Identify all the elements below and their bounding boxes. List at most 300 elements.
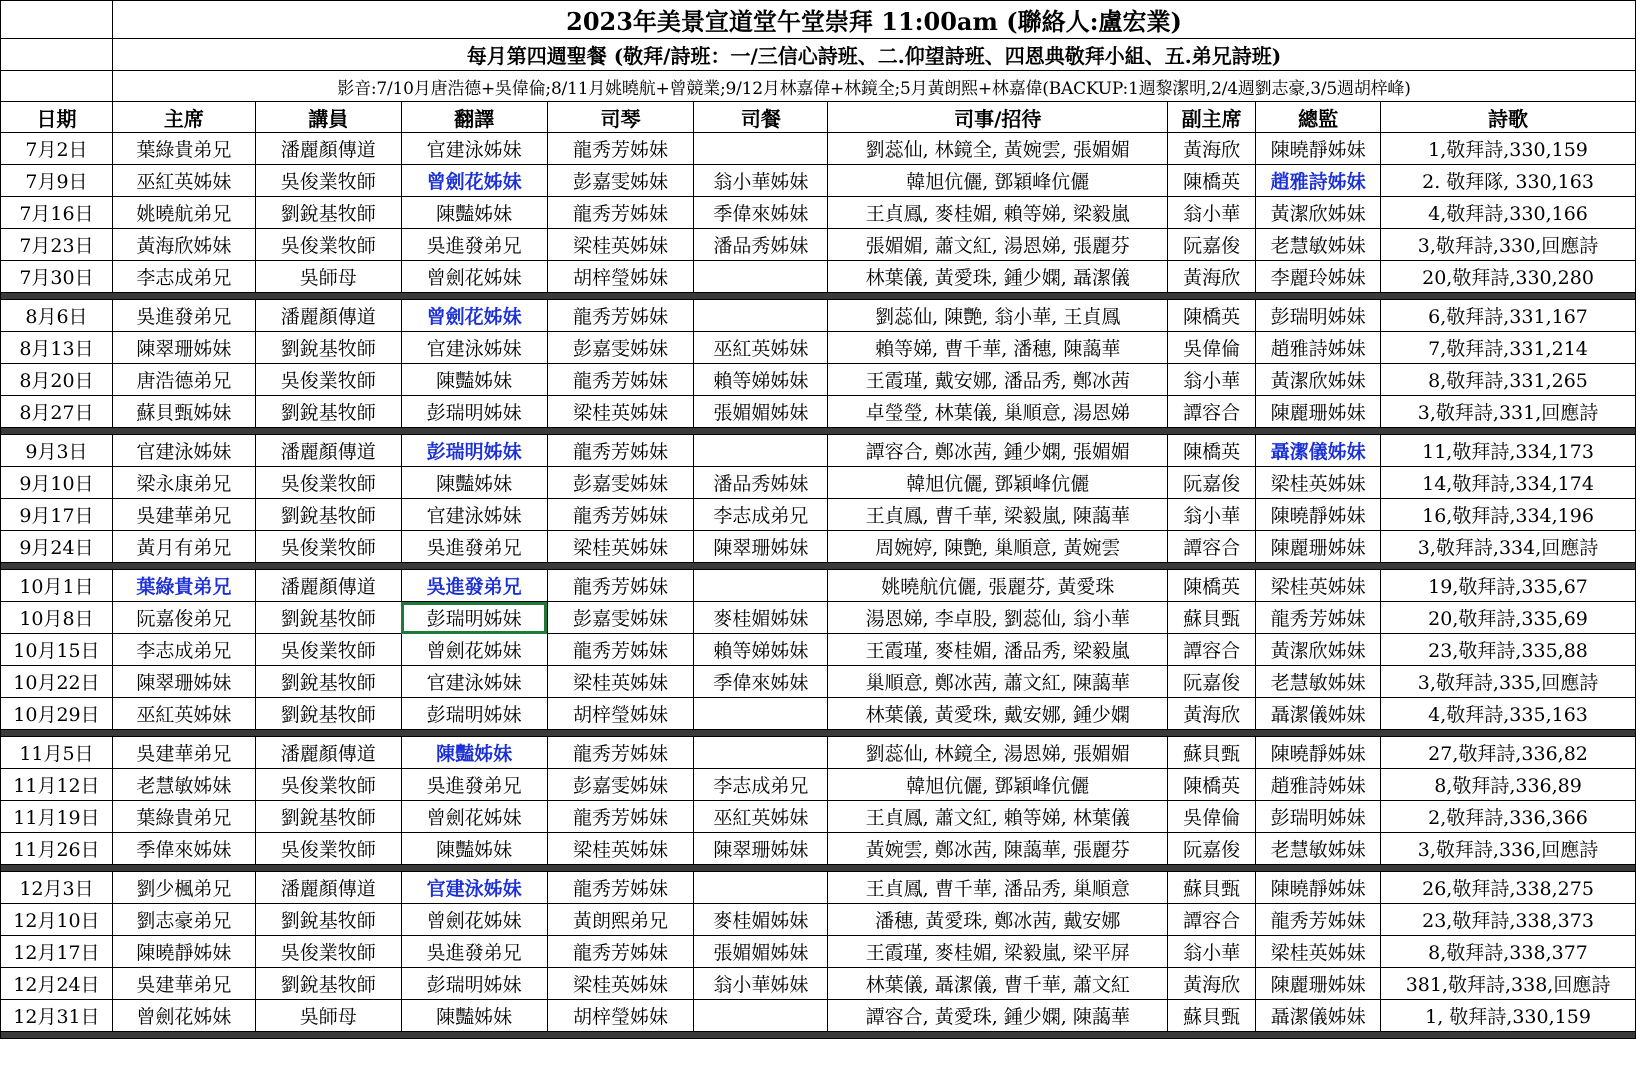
cell-translator[interactable]: 吳進發弟兄	[401, 936, 547, 968]
cell-ushers[interactable]: 卓瑩瑩, 林葉儀, 巢順意, 湯恩娣	[828, 396, 1168, 428]
cell-ushers[interactable]: 王霞瑾, 麥桂媚, 梁毅嵐, 梁平屏	[828, 936, 1168, 968]
cell-communion[interactable]: 麥桂媚姊妹	[694, 904, 828, 936]
cell-communion[interactable]: 賴等娣姊妹	[694, 364, 828, 396]
cell-chair[interactable]: 老慧敏姊妹	[112, 769, 255, 801]
cell-ushers[interactable]: 劉蕊仙, 林鏡全, 湯恩娣, 張媚媚	[828, 737, 1168, 769]
cell-communion[interactable]: 巫紅英姊妹	[694, 332, 828, 364]
cell-translator[interactable]: 彭瑞明姊妹	[401, 435, 547, 467]
av-note[interactable]: 影音:7/10月唐浩德+吳偉倫;8/11月姚曉航+曾競業;9/12月林嘉偉+林鏡全;5月黃朗熙+林嘉偉(BACKUP:1週黎潔明,2/4週劉志豪,3/5週胡梓峰)	[112, 71, 1635, 102]
cell-speaker[interactable]: 劉銳基牧師	[255, 666, 401, 698]
cell-translator[interactable]: 曾劍花姊妹	[401, 801, 547, 833]
cell-vice-chair[interactable]: 黃海欣	[1168, 133, 1256, 165]
table-row	[1, 698, 1636, 730]
cell-communion[interactable]	[694, 435, 828, 467]
cell-translator[interactable]: 彭瑞明姊妹	[401, 698, 547, 730]
cell-ushers[interactable]: 賴等娣, 曹千華, 潘穗, 陳藹華	[828, 332, 1168, 364]
cell-hymns[interactable]: 20,敬拜詩,335,69	[1381, 602, 1636, 634]
cell-date[interactable]: 9月17日	[1, 499, 113, 531]
cell-hymns[interactable]: 3,敬拜詩,330,回應詩	[1381, 229, 1636, 261]
cell-translator[interactable]: 官建泳姊妹	[401, 499, 547, 531]
cell-hymns[interactable]: 23,敬拜詩,338,373	[1381, 904, 1636, 936]
cell-chair[interactable]: 官建泳姊妹	[112, 435, 255, 467]
cell-pianist[interactable]: 龍秀芳姊妹	[547, 634, 694, 666]
cell-director[interactable]: 梁桂英姊妹	[1256, 936, 1381, 968]
cell-chair[interactable]: 葉綠貴弟兄	[112, 570, 255, 602]
cell-hymns[interactable]: 4,敬拜詩,330,166	[1381, 197, 1636, 229]
cell-communion[interactable]	[694, 737, 828, 769]
cell-translator[interactable]: 陳豔姊妹	[401, 833, 547, 865]
cell-director[interactable]: 梁桂英姊妹	[1256, 570, 1381, 602]
cell-translator[interactable]: 吳進發弟兄	[401, 229, 547, 261]
cell-hymns[interactable]: 3,敬拜詩,334,回應詩	[1381, 531, 1636, 563]
cell-date[interactable]: 12月3日	[1, 872, 113, 904]
cell-vice-chair[interactable]: 陳橋英	[1168, 435, 1256, 467]
cell-ushers[interactable]: 韓旭伉儷, 鄧穎峰伉儷	[828, 467, 1168, 499]
cell-translator[interactable]: 曾劍花姊妹	[401, 165, 547, 197]
cell-translator[interactable]: 官建泳姊妹	[401, 872, 547, 904]
cell-chair[interactable]: 黃月有弟兄	[112, 531, 255, 563]
table-row	[1, 1000, 1636, 1032]
corner-cell[interactable]	[1, 39, 113, 71]
cell-director[interactable]: 聶潔儀姊妹	[1256, 698, 1381, 730]
cell-hymns[interactable]: 19,敬拜詩,335,67	[1381, 570, 1636, 602]
cell-chair[interactable]: 劉少楓弟兄	[112, 872, 255, 904]
month-separator	[1, 865, 1636, 872]
table-row	[1, 332, 1636, 364]
cell-translator[interactable]: 陳豔姊妹	[401, 737, 547, 769]
cell-speaker[interactable]: 劉銳基牧師	[255, 499, 401, 531]
cell-director[interactable]: 黃潔欣姊妹	[1256, 634, 1381, 666]
cell-date[interactable]: 9月24日	[1, 531, 113, 563]
cell-speaker[interactable]: 吳俊業牧師	[255, 229, 401, 261]
cell-chair[interactable]: 陳曉靜姊妹	[112, 936, 255, 968]
cell-translator[interactable]: 彭瑞明姊妹	[401, 396, 547, 428]
cell-ushers[interactable]: 林葉儀, 黃愛珠, 戴安娜, 鍾少嫻	[828, 698, 1168, 730]
cell-chair[interactable]: 阮嘉俊弟兄	[112, 602, 255, 634]
cell-translator[interactable]: 曾劍花姊妹	[401, 904, 547, 936]
cell-translator[interactable]: 陳豔姊妹	[401, 364, 547, 396]
cell-chair[interactable]: 陳翠珊姊妹	[112, 332, 255, 364]
cell-communion[interactable]	[694, 261, 828, 293]
cell-translator[interactable]: 官建泳姊妹	[401, 666, 547, 698]
cell-ushers[interactable]: 韓旭伉儷, 鄧穎峰伉儷	[828, 769, 1168, 801]
cell-chair[interactable]: 李志成弟兄	[112, 634, 255, 666]
cell-speaker[interactable]: 劉銳基牧師	[255, 698, 401, 730]
cell-chair[interactable]: 吳建華弟兄	[112, 968, 255, 1000]
cell-director[interactable]: 聶潔儀姊妹	[1256, 435, 1381, 467]
cell-pianist[interactable]: 龍秀芳姊妹	[547, 300, 694, 332]
cell-speaker[interactable]: 吳俊業牧師	[255, 769, 401, 801]
cell-vice-chair[interactable]: 吳偉倫	[1168, 801, 1256, 833]
cell-translator[interactable]: 吳進發弟兄	[401, 570, 547, 602]
table-row	[1, 570, 1636, 602]
cell-date[interactable]: 10月22日	[1, 666, 113, 698]
table-row	[1, 801, 1636, 833]
cell-ushers[interactable]: 韓旭伉儷, 鄧穎峰伉儷	[828, 165, 1168, 197]
cell-date[interactable]: 8月6日	[1, 300, 113, 332]
cell-chair[interactable]: 季偉來姊妹	[112, 833, 255, 865]
header-speaker[interactable]: 講員	[255, 102, 401, 133]
cell-translator[interactable]: 陳豔姊妹	[401, 197, 547, 229]
cell-director[interactable]: 李麗玲姊妹	[1256, 261, 1381, 293]
cell-communion[interactable]	[694, 300, 828, 332]
cell-communion[interactable]: 巫紅英姊妹	[694, 801, 828, 833]
cell-communion[interactable]: 李志成弟兄	[694, 769, 828, 801]
cell-pianist[interactable]: 胡梓瑩姊妹	[547, 261, 694, 293]
cell-communion[interactable]: 麥桂媚姊妹	[694, 602, 828, 634]
cell-vice-chair[interactable]: 陳橋英	[1168, 769, 1256, 801]
cell-vice-chair[interactable]: 阮嘉俊	[1168, 666, 1256, 698]
cell-vice-chair[interactable]: 翁小華	[1168, 936, 1256, 968]
cell-hymns[interactable]: 1, 敬拜詩,330,159	[1381, 1000, 1636, 1032]
sheet-title[interactable]: 2023年美景宣道堂午堂崇拜 11:00am (聯絡人:盧宏業)	[112, 1, 1635, 39]
cell-director[interactable]: 趙雅詩姊妹	[1256, 769, 1381, 801]
cell-speaker[interactable]: 劉銳基牧師	[255, 197, 401, 229]
cell-date[interactable]: 10月15日	[1, 634, 113, 666]
table-row	[1, 261, 1636, 293]
cell-hymns[interactable]: 23,敬拜詩,335,88	[1381, 634, 1636, 666]
cell-date[interactable]: 9月10日	[1, 467, 113, 499]
cell-date[interactable]: 7月23日	[1, 229, 113, 261]
cell-speaker[interactable]: 劉銳基牧師	[255, 332, 401, 364]
cell-ushers[interactable]: 張媚媚, 蕭文紅, 湯恩娣, 張麗芬	[828, 229, 1168, 261]
cell-date[interactable]: 7月16日	[1, 197, 113, 229]
cell-communion[interactable]: 季偉來姊妹	[694, 666, 828, 698]
cell-ushers[interactable]: 劉蕊仙, 林鏡全, 黃婉雲, 張媚媚	[828, 133, 1168, 165]
cell-vice-chair[interactable]: 阮嘉俊	[1168, 833, 1256, 865]
cell-communion[interactable]: 李志成弟兄	[694, 499, 828, 531]
cell-pianist[interactable]: 梁桂英姊妹	[547, 396, 694, 428]
cell-date[interactable]: 12月24日	[1, 968, 113, 1000]
cell-speaker[interactable]: 潘麗顏傳道	[255, 737, 401, 769]
cell-vice-chair[interactable]: 蘇貝甄	[1168, 872, 1256, 904]
cell-vice-chair[interactable]: 譚容合	[1168, 634, 1256, 666]
separator-bar	[1, 1032, 1636, 1039]
cell-translator[interactable]: 曾劍花姊妹	[401, 300, 547, 332]
cell-communion[interactable]	[694, 698, 828, 730]
cell-chair[interactable]: 黃海欣姊妹	[112, 229, 255, 261]
cell-vice-chair[interactable]: 黃海欣	[1168, 698, 1256, 730]
cell-speaker[interactable]: 潘麗顏傳道	[255, 872, 401, 904]
cell-ushers[interactable]: 王貞鳳, 曹千華, 潘品秀, 巢順意	[828, 872, 1168, 904]
cell-hymns[interactable]: 8,敬拜詩,338,377	[1381, 936, 1636, 968]
cell-vice-chair[interactable]: 陳橋英	[1168, 165, 1256, 197]
cell-ushers[interactable]: 巢順意, 鄭冰茜, 蕭文紅, 陳藹華	[828, 666, 1168, 698]
table-row	[1, 769, 1636, 801]
cell-communion[interactable]	[694, 872, 828, 904]
cell-hymns[interactable]: 3,敬拜詩,335,回應詩	[1381, 666, 1636, 698]
cell-communion[interactable]: 張媚媚姊妹	[694, 396, 828, 428]
cell-vice-chair[interactable]: 阮嘉俊	[1168, 467, 1256, 499]
cell-communion[interactable]: 張媚媚姊妹	[694, 936, 828, 968]
cell-pianist[interactable]: 龍秀芳姊妹	[547, 570, 694, 602]
cell-translator[interactable]: 陳豔姊妹	[401, 1000, 547, 1032]
cell-communion[interactable]: 賴等娣姊妹	[694, 634, 828, 666]
cell-pianist[interactable]: 梁桂英姊妹	[547, 531, 694, 563]
cell-translator[interactable]: 彭瑞明姊妹	[401, 968, 547, 1000]
cell-hymns[interactable]: 7,敬拜詩,331,214	[1381, 332, 1636, 364]
cell-date[interactable]: 12月31日	[1, 1000, 113, 1032]
cell-director[interactable]: 陳曉靜姊妹	[1256, 499, 1381, 531]
cell-communion[interactable]: 陳翠珊姊妹	[694, 833, 828, 865]
cell-speaker[interactable]: 潘麗顏傳道	[255, 435, 401, 467]
cell-pianist[interactable]: 龍秀芳姊妹	[547, 872, 694, 904]
cell-pianist[interactable]: 龍秀芳姊妹	[547, 499, 694, 531]
cell-speaker[interactable]: 吳俊業牧師	[255, 936, 401, 968]
cell-ushers[interactable]: 王貞鳳, 曹千華, 梁毅嵐, 陳藹華	[828, 499, 1168, 531]
table-row	[1, 165, 1636, 197]
header-director[interactable]: 總監	[1256, 102, 1381, 133]
cell-chair[interactable]: 唐浩德弟兄	[112, 364, 255, 396]
cell-director[interactable]: 老慧敏姊妹	[1256, 229, 1381, 261]
cell-hymns[interactable]: 6,敬拜詩,331,167	[1381, 300, 1636, 332]
cell-chair[interactable]: 梁永康弟兄	[112, 467, 255, 499]
cell-ushers[interactable]: 姚曉航伉儷, 張麗芬, 黃愛珠	[828, 570, 1168, 602]
cell-speaker[interactable]: 潘麗顏傳道	[255, 133, 401, 165]
cell-vice-chair[interactable]: 蘇貝甄	[1168, 602, 1256, 634]
cell-translator[interactable]: 官建泳姊妹	[401, 332, 547, 364]
cell-date[interactable]: 11月19日	[1, 801, 113, 833]
cell-date[interactable]: 7月2日	[1, 133, 113, 165]
cell-pianist[interactable]: 龍秀芳姊妹	[547, 197, 694, 229]
cell-chair[interactable]: 李志成弟兄	[112, 261, 255, 293]
cell-director[interactable]: 老慧敏姊妹	[1256, 833, 1381, 865]
cell-communion[interactable]	[694, 1000, 828, 1032]
cell-speaker[interactable]: 劉銳基牧師	[255, 801, 401, 833]
cell-director[interactable]: 老慧敏姊妹	[1256, 666, 1381, 698]
cell-pianist[interactable]: 彭嘉雯姊妹	[547, 769, 694, 801]
cell-hymns[interactable]: 3,敬拜詩,336,回應詩	[1381, 833, 1636, 865]
cell-pianist[interactable]: 龍秀芳姊妹	[547, 801, 694, 833]
cell-hymns[interactable]: 20,敬拜詩,330,280	[1381, 261, 1636, 293]
cell-chair[interactable]: 曾劍花姊妹	[112, 1000, 255, 1032]
cell-speaker[interactable]: 劉銳基牧師	[255, 968, 401, 1000]
cell-director[interactable]: 陳曉靜姊妹	[1256, 737, 1381, 769]
cell-vice-chair[interactable]: 翁小華	[1168, 197, 1256, 229]
cell-director[interactable]: 陳麗珊姊妹	[1256, 531, 1381, 563]
cell-translator[interactable]: 曾劍花姊妹	[401, 261, 547, 293]
cell-speaker[interactable]: 劉銳基牧師	[255, 904, 401, 936]
cell-ushers[interactable]: 王貞鳳, 麥桂媚, 賴等娣, 梁毅嵐	[828, 197, 1168, 229]
cell-director[interactable]: 聶潔儀姊妹	[1256, 1000, 1381, 1032]
cell-date[interactable]: 12月17日	[1, 936, 113, 968]
cell-communion[interactable]: 陳翠珊姊妹	[694, 531, 828, 563]
header-ushers[interactable]: 司事/招待	[828, 102, 1168, 133]
cell-ushers[interactable]: 林葉儀, 黃愛珠, 鍾少嫻, 聶潔儀	[828, 261, 1168, 293]
cell-chair[interactable]: 葉綠貴弟兄	[112, 801, 255, 833]
cell-director[interactable]: 趙雅詩姊妹	[1256, 332, 1381, 364]
cell-pianist[interactable]: 胡梓瑩姊妹	[547, 1000, 694, 1032]
cell-hymns[interactable]: 8,敬拜詩,336,89	[1381, 769, 1636, 801]
cell-director[interactable]: 黃潔欣姊妹	[1256, 197, 1381, 229]
cell-date[interactable]: 7月30日	[1, 261, 113, 293]
cell-vice-chair[interactable]: 譚容合	[1168, 396, 1256, 428]
cell-director[interactable]: 趙雅詩姊妹	[1256, 165, 1381, 197]
cell-speaker[interactable]: 吳俊業牧師	[255, 531, 401, 563]
cell-vice-chair[interactable]: 阮嘉俊	[1168, 229, 1256, 261]
cell-translator[interactable]: 吳進發弟兄	[401, 769, 547, 801]
cell-vice-chair[interactable]: 譚容合	[1168, 904, 1256, 936]
cell-pianist[interactable]: 彭嘉雯姊妹	[547, 332, 694, 364]
cell-date[interactable]: 10月8日	[1, 602, 113, 634]
cell-ushers[interactable]: 譚容合, 黃愛珠, 鍾少嫻, 陳藹華	[828, 1000, 1168, 1032]
cell-vice-chair[interactable]: 陳橋英	[1168, 570, 1256, 602]
cell-translator[interactable]: 官建泳姊妹	[401, 133, 547, 165]
cell-vice-chair[interactable]: 譚容合	[1168, 531, 1256, 563]
cell-communion[interactable]: 潘品秀姊妹	[694, 229, 828, 261]
cell-chair[interactable]: 劉志豪弟兄	[112, 904, 255, 936]
cell-speaker[interactable]: 潘麗顏傳道	[255, 570, 401, 602]
cell-hymns[interactable]: 2,敬拜詩,336,366	[1381, 801, 1636, 833]
cell-pianist[interactable]: 龍秀芳姊妹	[547, 936, 694, 968]
cell-director[interactable]: 龍秀芳姊妹	[1256, 904, 1381, 936]
month-separator	[1, 428, 1636, 435]
cell-pianist[interactable]: 梁桂英姊妹	[547, 229, 694, 261]
cell-speaker[interactable]: 吳俊業牧師	[255, 833, 401, 865]
cell-hymns[interactable]: 27,敬拜詩,336,82	[1381, 737, 1636, 769]
header-communion[interactable]: 司餐	[694, 102, 828, 133]
cell-hymns[interactable]: 1,敬拜詩,330,159	[1381, 133, 1636, 165]
cell-pianist[interactable]: 彭嘉雯姊妹	[547, 165, 694, 197]
cell-ushers[interactable]: 譚容合, 鄭冰茜, 鍾少嫻, 張媚媚	[828, 435, 1168, 467]
cell-vice-chair[interactable]: 翁小華	[1168, 499, 1256, 531]
header-date[interactable]: 日期	[1, 102, 113, 133]
cell-ushers[interactable]: 王霞瑾, 戴安娜, 潘品秀, 鄭冰茜	[828, 364, 1168, 396]
cell-hymns[interactable]: 11,敬拜詩,334,173	[1381, 435, 1636, 467]
cell-date[interactable]: 11月5日	[1, 737, 113, 769]
cell-translator[interactable]: 陳豔姊妹	[401, 467, 547, 499]
cell-chair[interactable]: 葉綠貴弟兄	[112, 133, 255, 165]
cell-chair[interactable]: 巫紅英姊妹	[112, 165, 255, 197]
cell-pianist[interactable]: 黃朗熙弟兄	[547, 904, 694, 936]
cell-date[interactable]: 8月27日	[1, 396, 113, 428]
cell-vice-chair[interactable]: 黃海欣	[1168, 261, 1256, 293]
cell-hymns[interactable]: 381,敬拜詩,338,回應詩	[1381, 968, 1636, 1000]
cell-translator[interactable]: 吳進發弟兄	[401, 531, 547, 563]
cell-director[interactable]: 陳曉靜姊妹	[1256, 133, 1381, 165]
cell-vice-chair[interactable]: 蘇貝甄	[1168, 1000, 1256, 1032]
table-row	[1, 467, 1636, 499]
cell-ushers[interactable]: 王霞瑾, 麥桂媚, 潘品秀, 梁毅嵐	[828, 634, 1168, 666]
cell-ushers[interactable]: 周婉婷, 陳艷, 巢順意, 黃婉雲	[828, 531, 1168, 563]
cell-chair[interactable]: 吳建華弟兄	[112, 737, 255, 769]
cell-ushers[interactable]: 黃婉雲, 鄭冰茜, 陳藹華, 張麗芬	[828, 833, 1168, 865]
cell-director[interactable]: 陳麗珊姊妹	[1256, 396, 1381, 428]
table-row	[1, 634, 1636, 666]
corner-cell[interactable]	[1, 1, 113, 39]
cell-pianist[interactable]: 彭嘉雯姊妹	[547, 467, 694, 499]
cell-director[interactable]: 龍秀芳姊妹	[1256, 602, 1381, 634]
cell-pianist[interactable]: 梁桂英姊妹	[547, 968, 694, 1000]
cell-communion[interactable]: 翁小華姊妹	[694, 968, 828, 1000]
header-translator[interactable]: 翻譯	[401, 102, 547, 133]
cell-ushers[interactable]: 湯恩娣, 李卓股, 劉蕊仙, 翁小華	[828, 602, 1168, 634]
cell-chair[interactable]: 巫紅英姊妹	[112, 698, 255, 730]
av-note-row	[1, 71, 1636, 102]
cell-vice-chair[interactable]: 吳偉倫	[1168, 332, 1256, 364]
header-hymns[interactable]: 詩歌	[1381, 102, 1636, 133]
cell-hymns[interactable]: 26,敬拜詩,338,275	[1381, 872, 1636, 904]
cell-date[interactable]: 9月3日	[1, 435, 113, 467]
cell-pianist[interactable]: 龍秀芳姊妹	[547, 737, 694, 769]
header-chair[interactable]: 主席	[112, 102, 255, 133]
cell-date[interactable]: 8月20日	[1, 364, 113, 396]
cell-translator[interactable]: 曾劍花姊妹	[401, 634, 547, 666]
cell-communion[interactable]	[694, 570, 828, 602]
cell-chair[interactable]: 陳翠珊姊妹	[112, 666, 255, 698]
cell-chair[interactable]: 吳進發弟兄	[112, 300, 255, 332]
cell-vice-chair[interactable]: 黃海欣	[1168, 968, 1256, 1000]
cell-ushers[interactable]: 王貞鳳, 蕭文紅, 賴等娣, 林葉儀	[828, 801, 1168, 833]
header-vice-chair[interactable]: 副主席	[1168, 102, 1256, 133]
cell-hymns[interactable]: 14,敬拜詩,334,174	[1381, 467, 1636, 499]
cell-pianist[interactable]: 梁桂英姊妹	[547, 666, 694, 698]
cell-hymns[interactable]: 8,敬拜詩,331,265	[1381, 364, 1636, 396]
cell-ushers[interactable]: 劉蕊仙, 陳艷, 翁小華, 王貞鳳	[828, 300, 1168, 332]
cell-hymns[interactable]: 3,敬拜詩,331,回應詩	[1381, 396, 1636, 428]
cell-director[interactable]: 陳麗珊姊妹	[1256, 968, 1381, 1000]
cell-speaker[interactable]: 吳師母	[255, 261, 401, 293]
cell-speaker[interactable]: 潘麗顏傳道	[255, 300, 401, 332]
cell-director[interactable]: 黃潔欣姊妹	[1256, 364, 1381, 396]
cell-pianist[interactable]: 彭嘉雯姊妹	[547, 602, 694, 634]
cell-chair[interactable]: 吳建華弟兄	[112, 499, 255, 531]
sheet-subtitle[interactable]: 每月第四週聖餐 (敬拜/詩班：一/三信心詩班、二.仰望詩班、四恩典敬拜小組、五.弟兄詩班)	[112, 39, 1635, 71]
cell-pianist[interactable]: 龍秀芳姊妹	[547, 133, 694, 165]
cell-director[interactable]: 梁桂英姊妹	[1256, 467, 1381, 499]
cell-ushers[interactable]: 潘穗, 黃愛珠, 鄭冰茜, 戴安娜	[828, 904, 1168, 936]
cell-speaker[interactable]: 吳俊業牧師	[255, 467, 401, 499]
cell-ushers[interactable]: 林葉儀, 聶潔儀, 曹千華, 蕭文紅	[828, 968, 1168, 1000]
cell-chair[interactable]: 蘇貝甄姊妹	[112, 396, 255, 428]
cell-chair[interactable]: 姚曉航弟兄	[112, 197, 255, 229]
cell-date[interactable]: 10月29日	[1, 698, 113, 730]
cell-speaker[interactable]: 吳師母	[255, 1000, 401, 1032]
cell-pianist[interactable]: 龍秀芳姊妹	[547, 364, 694, 396]
cell-pianist[interactable]: 梁桂英姊妹	[547, 833, 694, 865]
cell-director[interactable]: 彭瑞明姊妹	[1256, 801, 1381, 833]
cell-date[interactable]: 11月12日	[1, 769, 113, 801]
cell-pianist[interactable]: 胡梓瑩姊妹	[547, 698, 694, 730]
cell-communion[interactable]: 季偉來姊妹	[694, 197, 828, 229]
cell-vice-chair[interactable]: 蘇貝甄	[1168, 737, 1256, 769]
cell-communion[interactable]	[694, 133, 828, 165]
cell-speaker[interactable]: 劉銳基牧師	[255, 396, 401, 428]
selected-cell[interactable]: 彭瑞明姊妹	[401, 602, 547, 634]
cell-date[interactable]: 10月1日	[1, 570, 113, 602]
cell-vice-chair[interactable]: 翁小華	[1168, 364, 1256, 396]
cell-speaker[interactable]: 劉銳基牧師	[255, 602, 401, 634]
cell-communion[interactable]: 潘品秀姊妹	[694, 467, 828, 499]
cell-speaker[interactable]: 吳俊業牧師	[255, 165, 401, 197]
cell-hymns[interactable]: 4,敬拜詩,335,163	[1381, 698, 1636, 730]
cell-hymns[interactable]: 16,敬拜詩,334,196	[1381, 499, 1636, 531]
header-pianist[interactable]: 司琴	[547, 102, 694, 133]
cell-hymns[interactable]: 2. 敬拜隊, 330,163	[1381, 165, 1636, 197]
cell-director[interactable]: 陳曉靜姊妹	[1256, 872, 1381, 904]
corner-cell[interactable]	[1, 71, 113, 102]
cell-date[interactable]: 11月26日	[1, 833, 113, 865]
cell-communion[interactable]: 翁小華姊妹	[694, 165, 828, 197]
cell-date[interactable]: 7月9日	[1, 165, 113, 197]
cell-date[interactable]: 12月10日	[1, 904, 113, 936]
cell-date[interactable]: 8月13日	[1, 332, 113, 364]
cell-director[interactable]: 彭瑞明姊妹	[1256, 300, 1381, 332]
cell-pianist[interactable]: 龍秀芳姊妹	[547, 435, 694, 467]
cell-speaker[interactable]: 吳俊業牧師	[255, 634, 401, 666]
cell-speaker[interactable]: 吳俊業牧師	[255, 364, 401, 396]
cell-vice-chair[interactable]: 陳橋英	[1168, 300, 1256, 332]
